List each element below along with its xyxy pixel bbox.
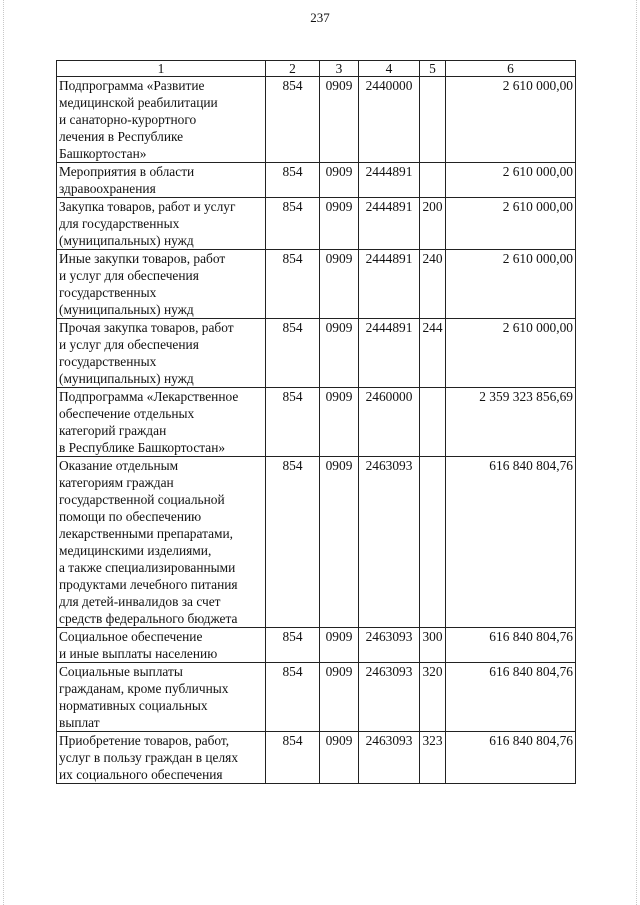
target-article-cell: 2440000 [359, 77, 420, 163]
ministry-code-cell: 854 [266, 250, 320, 319]
table-row [57, 388, 576, 457]
ministry-code-cell: 854 [266, 77, 320, 163]
target-article-cell: 2444891 [359, 319, 420, 388]
amount-cell: 2 610 000,00 [446, 163, 576, 198]
amount-cell: 616 840 804,76 [446, 663, 576, 732]
target-article-cell: 2460000 [359, 388, 420, 457]
row-name-cell: Закупка товаров, работ и услуг для государственных (муниципальных) нужд [57, 198, 266, 250]
expense-type-cell: 300 [420, 628, 446, 663]
section-code-cell: 0909 [320, 628, 359, 663]
row-name-cell: Мероприятия в области здравоохранения [57, 163, 266, 198]
table-row [57, 77, 576, 163]
expense-type-cell [420, 163, 446, 198]
scan-edge-left [3, 0, 4, 905]
row-name-cell: Социальное обеспечение и иные выплаты населению [57, 628, 266, 663]
expense-type-cell: 200 [420, 198, 446, 250]
expense-type-cell: 320 [420, 663, 446, 732]
section-code-cell: 0909 [320, 198, 359, 250]
table-row [57, 198, 576, 250]
amount-cell: 616 840 804,76 [446, 457, 576, 628]
table-row [57, 250, 576, 319]
section-code-cell: 0909 [320, 77, 359, 163]
target-article-cell: 2444891 [359, 250, 420, 319]
expense-type-cell [420, 388, 446, 457]
row-name-cell: Подпрограмма «Лекарственное обеспечение отдельных категорий граждан в Республике Башкортостан» [57, 388, 266, 457]
amount-cell: 2 359 323 856,69 [446, 388, 576, 457]
header-col-3: 3 [320, 61, 359, 77]
target-article-cell: 2463093 [359, 663, 420, 732]
section-code-cell: 0909 [320, 250, 359, 319]
page-number: 237 [310, 10, 330, 25]
target-article-cell: 2463093 [359, 628, 420, 663]
budget-table [56, 60, 576, 784]
ministry-code-cell: 854 [266, 198, 320, 250]
amount-cell: 2 610 000,00 [446, 198, 576, 250]
target-article-cell: 2444891 [359, 198, 420, 250]
table-row [57, 732, 576, 784]
section-code-cell: 0909 [320, 388, 359, 457]
scan-edge-right [636, 0, 637, 905]
header-col-4: 4 [359, 61, 420, 77]
section-code-cell: 0909 [320, 163, 359, 198]
expense-type-cell: 323 [420, 732, 446, 784]
header-col-1: 1 [57, 61, 266, 77]
ministry-code-cell: 854 [266, 628, 320, 663]
row-name-cell: Прочая закупка товаров, работ и услуг для обеспечения государственных (муниципальных) нужд [57, 319, 266, 388]
expense-type-cell: 244 [420, 319, 446, 388]
target-article-cell: 2444891 [359, 163, 420, 198]
table-row [57, 663, 576, 732]
expense-type-cell [420, 77, 446, 163]
ministry-code-cell: 854 [266, 319, 320, 388]
table-row [57, 163, 576, 198]
row-name-cell: Иные закупки товаров, работ и услуг для обеспечения государственных (муниципальных) нужд [57, 250, 266, 319]
section-code-cell: 0909 [320, 319, 359, 388]
section-code-cell: 0909 [320, 457, 359, 628]
row-name-cell: Оказание отдельным категориям граждан государственной социальной помощи по обеспечению лекарственными препаратами, медицинскими изделиями, а также специализированными продуктами лечебного питания для детей-инвалидов за счет средств федерального бюджета [57, 457, 266, 628]
section-code-cell: 0909 [320, 732, 359, 784]
expense-type-cell [420, 457, 446, 628]
header-col-2: 2 [266, 61, 320, 77]
amount-cell: 616 840 804,76 [446, 732, 576, 784]
section-code-cell: 0909 [320, 663, 359, 732]
table-row [57, 319, 576, 388]
row-name-cell: Подпрограмма «Развитие медицинской реабилитации и санаторно-курортного лечения в Республике Башкортостан» [57, 77, 266, 163]
target-article-cell: 2463093 [359, 457, 420, 628]
table-row [57, 457, 576, 628]
ministry-code-cell: 854 [266, 663, 320, 732]
header-col-6: 6 [446, 61, 576, 77]
table-row [57, 628, 576, 663]
ministry-code-cell: 854 [266, 732, 320, 784]
amount-cell: 616 840 804,76 [446, 628, 576, 663]
amount-cell: 2 610 000,00 [446, 319, 576, 388]
target-article-cell: 2463093 [359, 732, 420, 784]
row-name-cell: Социальные выплаты гражданам, кроме публичных нормативных социальных выплат [57, 663, 266, 732]
header-row [57, 61, 576, 77]
row-name-cell: Приобретение товаров, работ, услуг в пользу граждан в целях их социального обеспечения [57, 732, 266, 784]
amount-cell: 2 610 000,00 [446, 77, 576, 163]
amount-cell: 2 610 000,00 [446, 250, 576, 319]
ministry-code-cell: 854 [266, 457, 320, 628]
ministry-code-cell: 854 [266, 163, 320, 198]
expense-type-cell: 240 [420, 250, 446, 319]
ministry-code-cell: 854 [266, 388, 320, 457]
header-col-5: 5 [420, 61, 446, 77]
